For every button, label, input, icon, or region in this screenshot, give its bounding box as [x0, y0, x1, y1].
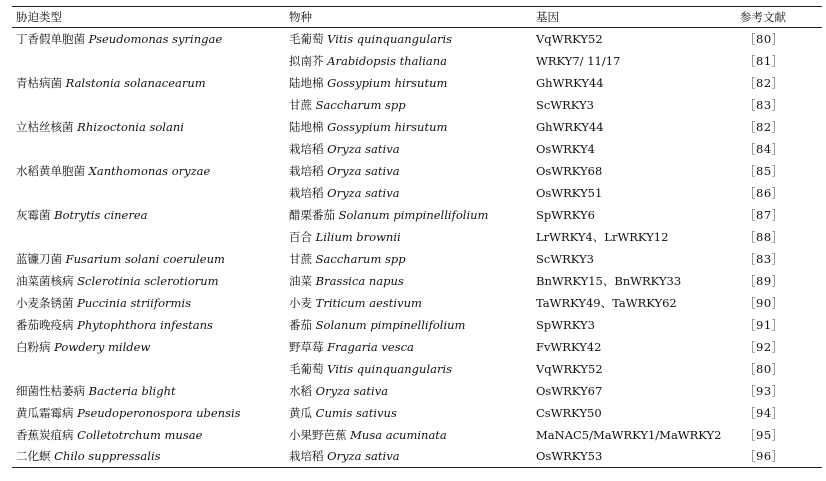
stress-chinese-name: 丁香假单胞菌 [16, 31, 85, 46]
stress-chinese-name: 蓝镰刀菌 [16, 251, 62, 266]
species-cell [285, 50, 532, 72]
species-chinese-name: 栽培稻 [289, 141, 324, 156]
stress-scientific-name: Powdery mildew [54, 339, 151, 354]
stress-chinese-name: 细菌性枯萎病 [16, 383, 85, 398]
gene-cell: OsWRKY4 [536, 141, 595, 156]
stress-cell [12, 182, 285, 204]
species-cell [285, 28, 532, 50]
species-scientific-name: Oryza sativa [315, 383, 389, 398]
gene-cell: GhWRKY44 [536, 119, 604, 134]
table-header [12, 7, 822, 28]
species-chinese-name: 甘蔗 [289, 251, 312, 266]
stress-cell [12, 72, 285, 94]
species-chinese-name: 醋栗番茄 [289, 207, 335, 222]
header-reference: 参考文献 [736, 7, 822, 28]
species-scientific-name: Gossypium hirsutum [327, 75, 448, 90]
reference-cell: ［80］ [744, 31, 784, 46]
stress-cell [12, 402, 285, 424]
gene-cell: ScWRKY3 [536, 97, 594, 112]
species-cell [285, 446, 532, 468]
species-chinese-name: 甘蔗 [289, 97, 312, 112]
gene-cell: OsWRKY53 [532, 446, 736, 468]
table-row [12, 336, 822, 358]
gene-cell: MaNAC5/MaWRKY1/MaWRKY2 [536, 427, 722, 442]
species-scientific-name: Oryza sativa [327, 449, 400, 464]
species-chinese-name: 野草莓 [289, 339, 324, 354]
stress-cell [12, 94, 285, 116]
species-cell [285, 94, 532, 116]
gene-cell: ScWRKY3 [536, 251, 594, 266]
gene-cell: GhWRKY44 [536, 75, 604, 90]
table-row [12, 270, 822, 292]
table-row [12, 402, 822, 424]
wrky-table-container [12, 6, 822, 468]
species-cell [285, 336, 532, 358]
species-cell [285, 160, 532, 182]
species-chinese-name: 陆地棉 [289, 119, 324, 134]
species-cell [285, 182, 532, 204]
stress-scientific-name: Pseudomonas syringae [88, 31, 223, 46]
species-chinese-name: 百合 [289, 229, 312, 244]
gene-cell: CsWRKY50 [536, 405, 602, 420]
reference-cell: ［87］ [744, 207, 784, 222]
reference-cell: ［82］ [744, 75, 784, 90]
stress-scientific-name: Chilo suppressalis [54, 449, 161, 464]
species-chinese-name: 拟南芥 [289, 53, 324, 68]
species-chinese-name: 水稻 [289, 383, 312, 398]
reference-cell: ［94］ [744, 405, 784, 420]
species-chinese-name: 栽培稻 [289, 163, 324, 178]
species-chinese-name: 黄瓜 [289, 405, 312, 420]
gene-cell: VqWRKY52 [536, 31, 603, 46]
species-scientific-name: Gossypium hirsutum [327, 119, 448, 134]
species-chinese-name: 毛葡萄 [289, 361, 324, 376]
stress-cell [12, 204, 285, 226]
species-cell [285, 270, 532, 292]
stress-chinese-name: 黄瓜霜霉病 [16, 405, 74, 420]
species-chinese-name: 栽培稻 [289, 449, 324, 464]
stress-cell [12, 314, 285, 336]
table-row [12, 226, 822, 248]
gene-cell: SpWRKY3 [536, 317, 595, 332]
stress-chinese-name: 香蕉炭疽病 [16, 427, 74, 442]
stress-chinese-name: 灰霉菌 [16, 207, 51, 222]
stress-scientific-name: Ralstonia solanacearum [65, 75, 206, 90]
reference-cell: ［85］ [744, 163, 784, 178]
stress-chinese-name: 小麦条锈菌 [16, 295, 74, 310]
species-cell [285, 292, 532, 314]
gene-cell: BnWRKY15、BnWRKY33 [536, 273, 682, 288]
stress-cell [12, 292, 285, 314]
table-row [12, 204, 822, 226]
stress-cell [12, 160, 285, 182]
species-scientific-name: Solanum pimpinellifolium [315, 317, 466, 332]
gene-cell: FvWRKY42 [536, 339, 602, 354]
table-row [12, 424, 822, 446]
stress-scientific-name: Bacteria blight [88, 383, 176, 398]
reference-cell: ［80］ [744, 361, 784, 376]
species-cell [285, 380, 532, 402]
stress-scientific-name: Rhizoctonia solani [77, 119, 184, 134]
stress-scientific-name: Pseudoperonospora ubensis [77, 405, 241, 420]
reference-cell: ［96］ [736, 446, 822, 468]
species-scientific-name: Musa acuminata [350, 427, 447, 442]
stress-cell [12, 380, 285, 402]
species-scientific-name: Oryza sativa [327, 185, 400, 200]
species-chinese-name: 油菜 [289, 273, 312, 288]
stress-scientific-name: Botrytis cinerea [54, 207, 148, 222]
species-scientific-name: Oryza sativa [327, 141, 400, 156]
stress-chinese-name: 水稻黄单胞菌 [16, 163, 85, 178]
stress-scientific-name: Fusarium solani coeruleum [65, 251, 225, 266]
reference-cell: ［86］ [744, 185, 784, 200]
species-scientific-name: Saccharum spp [315, 251, 406, 266]
reference-cell: ［84］ [744, 141, 784, 156]
species-scientific-name: Arabidopsis thaliana [327, 53, 447, 68]
species-scientific-name: Fragaria vesca [327, 339, 414, 354]
species-chinese-name: 毛葡萄 [289, 31, 324, 46]
species-scientific-name: Cumis sativus [315, 405, 397, 420]
table-row [12, 72, 822, 94]
species-cell [285, 402, 532, 424]
reference-cell: ［81］ [744, 53, 784, 68]
species-cell [285, 138, 532, 160]
table-body [12, 28, 822, 468]
table-row [12, 116, 822, 138]
reference-cell: ［89］ [744, 273, 784, 288]
species-chinese-name: 陆地棉 [289, 75, 324, 90]
species-cell [285, 72, 532, 94]
stress-chinese-name: 立枯丝核菌 [16, 119, 74, 134]
species-cell [285, 314, 532, 336]
stress-cell [12, 248, 285, 270]
stress-cell [12, 226, 285, 248]
gene-cell: WRKY7/ 11/17 [536, 53, 621, 68]
table-row [12, 138, 822, 160]
reference-cell: ［83］ [744, 97, 784, 112]
reference-cell: ［83］ [744, 251, 784, 266]
table-row [12, 182, 822, 204]
stress-scientific-name: Phytophthora infestans [77, 317, 213, 332]
species-scientific-name: Vitis quinquangularis [327, 361, 453, 376]
stress-chinese-name: 二化螟 [16, 449, 51, 464]
species-scientific-name: Solanum pimpinellifolium [338, 207, 489, 222]
stress-chinese-name: 白粉病 [16, 339, 51, 354]
table-row [12, 28, 822, 50]
stress-chinese-name: 青枯病菌 [16, 75, 62, 90]
species-chinese-name: 栽培稻 [289, 185, 324, 200]
stress-cell [12, 50, 285, 72]
reference-cell: ［95］ [744, 427, 784, 442]
stress-scientific-name: Puccinia striiformis [77, 295, 191, 310]
stress-chinese-name: 油菜菌核病 [16, 273, 74, 288]
table-row [12, 160, 822, 182]
stress-scientific-name: Sclerotinia sclerotiorum [77, 273, 219, 288]
species-cell [285, 116, 532, 138]
species-cell [285, 204, 532, 226]
stress-scientific-name: Xanthomonas oryzae [88, 163, 211, 178]
stress-cell [12, 424, 285, 446]
table-row [12, 358, 822, 380]
table-row [12, 94, 822, 116]
table-row [12, 50, 822, 72]
gene-cell: LrWRKY4、LrWRKY12 [536, 229, 669, 244]
reference-cell: ［82］ [744, 119, 784, 134]
species-chinese-name: 小麦 [289, 295, 312, 310]
species-scientific-name: Saccharum spp [315, 97, 406, 112]
reference-cell: ［88］ [744, 229, 784, 244]
gene-cell: OsWRKY51 [536, 185, 603, 200]
species-chinese-name: 番茄 [289, 317, 312, 332]
stress-cell [12, 270, 285, 292]
reference-cell: ［91］ [744, 317, 784, 332]
reference-cell: ［93］ [744, 383, 784, 398]
header-row [12, 7, 822, 28]
table-row [12, 380, 822, 402]
species-scientific-name: Brassica napus [315, 273, 404, 288]
stress-cell [12, 28, 285, 50]
species-scientific-name: Oryza sativa [327, 163, 400, 178]
species-cell [285, 358, 532, 380]
header-stress-type: 胁迫类型 [12, 7, 285, 28]
reference-cell: ［92］ [744, 339, 784, 354]
stress-scientific-name: Colletotrchum musae [77, 427, 203, 442]
species-cell [285, 248, 532, 270]
header-gene: 基因 [532, 7, 736, 28]
gene-cell: OsWRKY67 [536, 383, 603, 398]
species-chinese-name: 小果野芭蕉 [289, 427, 347, 442]
species-scientific-name: Lilium brownii [315, 229, 401, 244]
species-scientific-name: Vitis quinquangularis [327, 31, 453, 46]
header-species: 物种 [285, 7, 532, 28]
stress-cell [12, 336, 285, 358]
gene-cell: TaWRKY49、TaWRKY62 [536, 295, 677, 310]
stress-chinese-name: 番茄晚疫病 [16, 317, 74, 332]
stress-cell [12, 358, 285, 380]
reference-cell: ［90］ [744, 295, 784, 310]
gene-cell: OsWRKY68 [536, 163, 603, 178]
stress-cell [12, 446, 285, 468]
species-scientific-name: Triticum aestivum [315, 295, 422, 310]
table-row [12, 292, 822, 314]
wrky-biotic-stress-table [12, 6, 822, 468]
stress-cell [12, 138, 285, 160]
gene-cell: VqWRKY52 [536, 361, 603, 376]
species-cell [285, 226, 532, 248]
stress-cell [12, 116, 285, 138]
table-row [12, 446, 822, 468]
gene-cell: SpWRKY6 [536, 207, 595, 222]
species-cell [285, 424, 532, 446]
table-row [12, 248, 822, 270]
table-row [12, 314, 822, 336]
